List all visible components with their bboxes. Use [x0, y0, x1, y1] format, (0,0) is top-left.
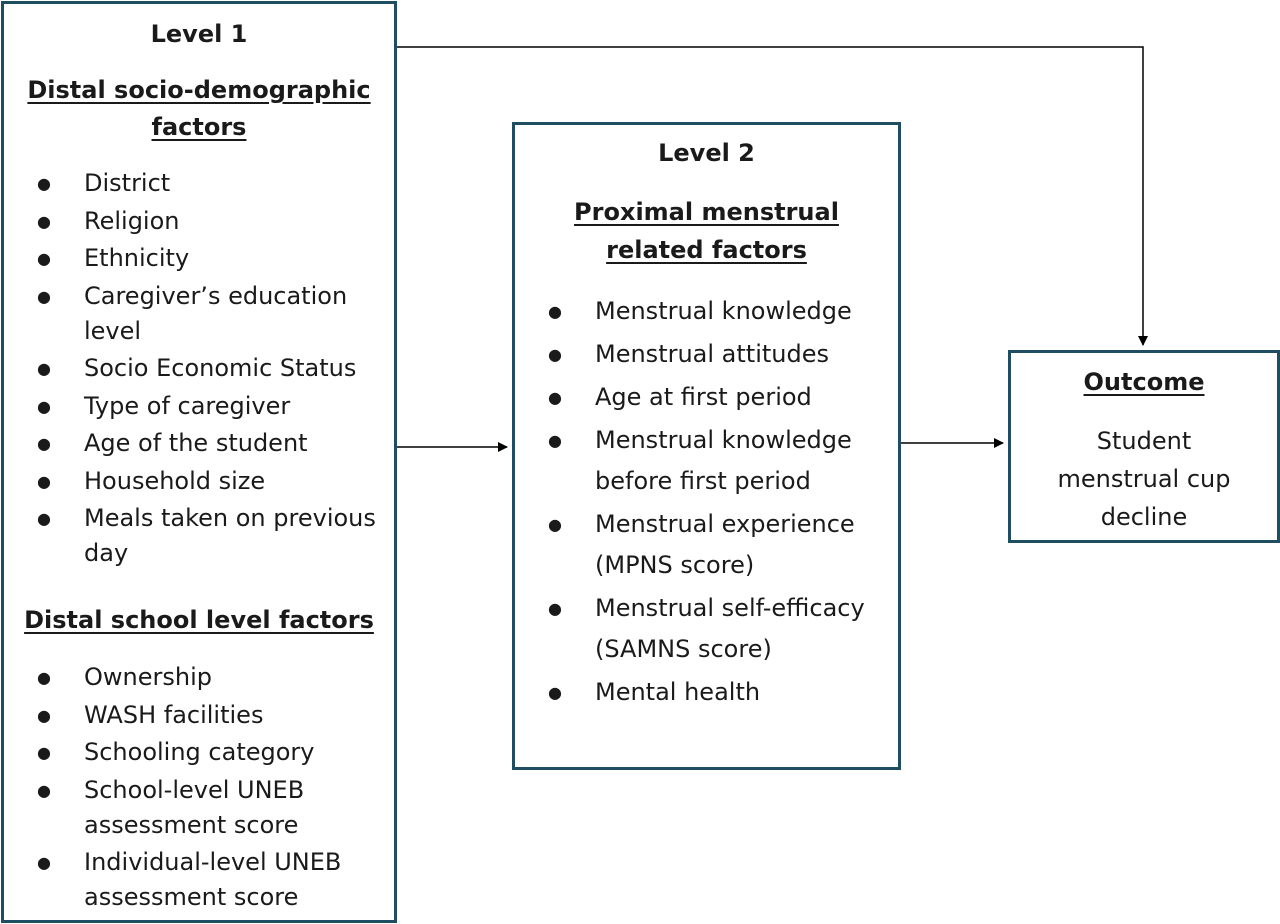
list-item: ● Schooling category [4, 735, 384, 770]
list-item: ● Menstrual knowledge before first period [515, 420, 875, 502]
list-item: ● Caregiver’s education level [4, 279, 384, 349]
list-item: ● Age at first period [515, 377, 875, 418]
proximal-heading-line2: related factors [606, 236, 807, 264]
list-item: ● Socio Economic Status [4, 351, 384, 386]
list-item: ● Menstrual knowledge [515, 291, 875, 332]
list-item: ● District [4, 166, 384, 201]
proximal-heading-line1: Proximal menstrual [574, 198, 839, 226]
list-item: ● Type of caregiver [4, 389, 384, 424]
outcome-line1: Student [1096, 427, 1192, 455]
level2-title: Level 2 [658, 139, 755, 167]
outcome-line2: menstrual cup [1057, 465, 1231, 493]
list-item: ● Individual-level UNEB assessment score [4, 845, 384, 915]
school-heading: Distal school level factors [24, 606, 374, 634]
list-item: ● Menstrual self-efficacy (SAMNS score) [515, 588, 875, 670]
socio-heading-line2: factors [151, 113, 247, 141]
level1-title: Level 1 [150, 20, 248, 48]
list-item: ● Menstrual attitudes [515, 334, 875, 375]
list-item: ● Age of the student [4, 426, 384, 461]
socio-factor-list [4, 166, 384, 574]
level1-box [1, 1, 397, 923]
list-item: ● Menstrual experience (MPNS score) [515, 504, 875, 586]
socio-heading-line1: Distal socio-demographic [27, 76, 371, 104]
outcome-line3: decline [1100, 503, 1188, 531]
proximal-factor-list [515, 291, 875, 715]
school-factor-list [4, 660, 384, 918]
list-item: ● Meals taken on previous day [4, 501, 384, 571]
level2-box [512, 122, 901, 770]
list-item: ● Religion [4, 204, 384, 239]
list-item: ● Ethnicity [4, 241, 384, 276]
outcome-box [1008, 350, 1280, 543]
outcome-heading: Outcome [1083, 368, 1205, 396]
list-item: ● School-level UNEB assessment score [4, 773, 384, 843]
list-item: ● Household size [4, 464, 384, 499]
list-item: ● WASH facilities [4, 698, 384, 733]
list-item: ● Ownership [4, 660, 384, 695]
list-item: ● Mental health [515, 672, 875, 713]
